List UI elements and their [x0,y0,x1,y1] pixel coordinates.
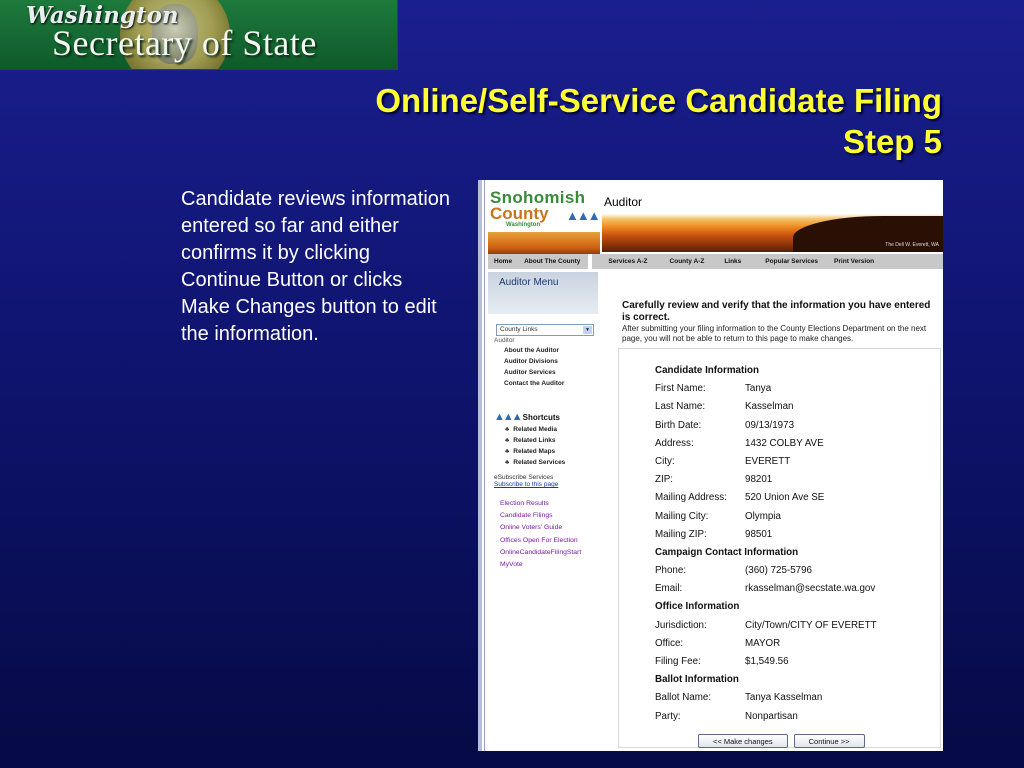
shortcut-related-maps[interactable] [505,446,598,457]
chevron-down-icon[interactable]: ▼ [583,326,592,334]
info-label: Mailing ZIP: [655,528,707,540]
slide-title-line1: Online/Self-Service Candidate Filing [375,82,942,119]
shortcut-label: Related Services [513,459,566,466]
bullet-icon: ♣ [505,437,510,444]
shortcut-related-media[interactable] [505,424,598,435]
auditor-sidebar [488,272,598,751]
secretary-of-state-logo [0,0,398,70]
info-row [655,580,939,598]
link-online-candidate-filing-start[interactable]: OnlineCandidateFilingStart [500,548,582,556]
sidebar-item-auditor-divisions[interactable]: Auditor Divisions [504,358,558,365]
info-label: Last Name: [655,401,706,413]
info-row [655,635,939,653]
info-row [655,380,939,398]
sidebar-auditor-links [504,345,598,389]
county-logo-sub: Washington [506,222,541,228]
shortcut-related-services[interactable] [505,457,598,468]
trees-icon: ▲▲▲ [494,411,521,423]
snohomish-county-logo[interactable] [488,186,600,252]
filing-info [655,362,939,726]
link-candidate-filings[interactable]: Candidate Filings [500,512,553,520]
info-value: MAYOR [745,637,781,649]
auditor-banner [602,186,943,252]
review-content [622,284,941,748]
shortcut-label: Related Media [513,426,557,433]
subscribe-link[interactable]: Subscribe to this page [494,481,559,488]
logo-main-text: Secretary of State [52,23,317,63]
county-links-select[interactable] [496,324,594,336]
info-row [655,398,939,416]
info-row [655,526,939,544]
shortcut-label: Related Links [513,437,556,444]
banner-title: Auditor [604,195,643,209]
info-row [655,708,939,726]
info-value: Tanya Kasselman [745,692,823,704]
nav-county-az[interactable]: County A-Z [669,258,705,265]
info-value: 520 Union Ave SE [745,492,825,504]
nav-home[interactable]: Home [494,258,513,265]
info-value: Kasselman [745,401,794,413]
sidebar-section-label: Auditor [494,337,515,344]
info-value: $1,549.56 [745,656,789,667]
info-label: Mailing Address: [655,492,727,504]
election-links [500,498,598,571]
info-row [655,489,939,507]
section-campaign-contact: Campaign Contact Information [655,546,799,558]
nav-divider [588,254,592,269]
shortcuts-heading [494,411,598,423]
county-logo-line2: County [490,204,549,223]
info-label: Birth Date: [655,419,702,431]
slide-title-line2: Step 5 [842,123,942,160]
bullet-icon: ♣ [505,448,510,455]
info-value: rkasselman@secstate.wa.gov [745,583,876,595]
info-label: First Name: [655,383,706,395]
info-value: (360) 725-5796 [745,565,812,577]
review-note: After submitting your filing information to the County Elections Department on the next page, you will not be able to return to this page to make changes. [622,324,927,343]
sidebar-item-contact-auditor[interactable]: Contact the Auditor [504,380,565,387]
info-label: ZIP: [655,474,673,486]
shortcuts-title: Shortcuts [522,413,561,422]
info-label: City: [655,455,675,467]
nav-links[interactable]: Links [724,258,742,265]
link-myvote[interactable]: MyVote [500,561,523,569]
info-row [655,435,939,453]
info-label: Email: [655,583,683,595]
info-row [655,471,939,489]
info-row [655,417,939,435]
slide-title [375,80,942,162]
info-value: EVERETT [745,455,791,467]
info-value: 98501 [745,528,773,540]
info-value: Nonpartisan [745,710,798,722]
link-offices-open[interactable]: Offices Open For Election [500,536,578,544]
info-value: Olympia [745,510,781,522]
top-nav-bar [488,254,943,269]
info-row [655,689,939,707]
continue-button[interactable]: Continue >> [794,734,865,748]
shortcut-links [505,424,598,468]
info-value: Tanya [745,383,772,395]
info-label: Filing Fee: [655,656,701,667]
screenshot-border [484,180,485,751]
section-candidate-info: Candidate Information [655,365,759,376]
sidebar-item-auditor-services[interactable]: Auditor Services [504,369,556,376]
info-label: Mailing City: [655,510,709,522]
info-label: Address: [655,437,694,449]
embedded-web-screenshot [478,180,943,751]
info-row [655,617,939,635]
review-panel [618,348,941,748]
slide-body-text: Candidate reviews information entered so far and either confirms it by clicking Continue Button or clicks Make Changes button to edit the information. [181,188,451,345]
banner-credit: The Dell W. Everett, WA [885,242,939,248]
nav-services-az[interactable]: Services A-Z [608,258,648,265]
info-row [655,562,939,580]
info-value: 09/13/1973 [745,419,795,431]
info-value: 1432 COLBY AVE [745,437,824,449]
logo-script-text: Washington [26,2,179,29]
nav-print-version[interactable]: Print Version [834,258,875,265]
section-office-info: Office Information [655,601,740,613]
shortcut-related-links[interactable] [505,435,598,446]
info-row [655,653,939,671]
info-label: Office: [655,637,684,649]
section-ballot-info: Ballot Information [655,674,739,686]
trees-icon: ▲▲▲ [566,208,599,223]
bullet-icon: ♣ [505,459,510,466]
link-online-voters-guide[interactable]: Online Voters' Guide [500,524,563,532]
nav-popular-services[interactable]: Popular Services [765,258,819,265]
county-links-select-value: County Links [500,326,538,333]
sidebar-item-about-auditor[interactable]: About the Auditor [504,347,559,354]
esubscribe-label: eSubscribe Services [494,474,554,481]
review-warning: Carefully review and verify that the information you have entered is correct. [622,300,931,323]
info-label: Ballot Name: [655,692,712,704]
make-changes-button[interactable]: << Make changes [698,734,788,748]
sidebar-menu-title: Auditor Menu [488,272,598,314]
link-election-results[interactable]: Election Results [500,500,549,507]
info-value: 98201 [745,474,773,486]
info-value: City/Town/CITY OF EVERETT [745,619,877,631]
info-row [655,453,939,471]
info-label: Jurisdiction: [655,619,707,631]
bullet-icon: ♣ [505,426,510,433]
review-buttons [698,734,865,748]
info-label: Party: [655,710,681,722]
info-label: Phone: [655,565,687,577]
nav-about-county[interactable]: About The County [524,258,581,265]
shortcut-label: Related Maps [513,448,556,455]
county-logo-line1: Snohomish [490,188,586,207]
info-row [655,508,939,526]
